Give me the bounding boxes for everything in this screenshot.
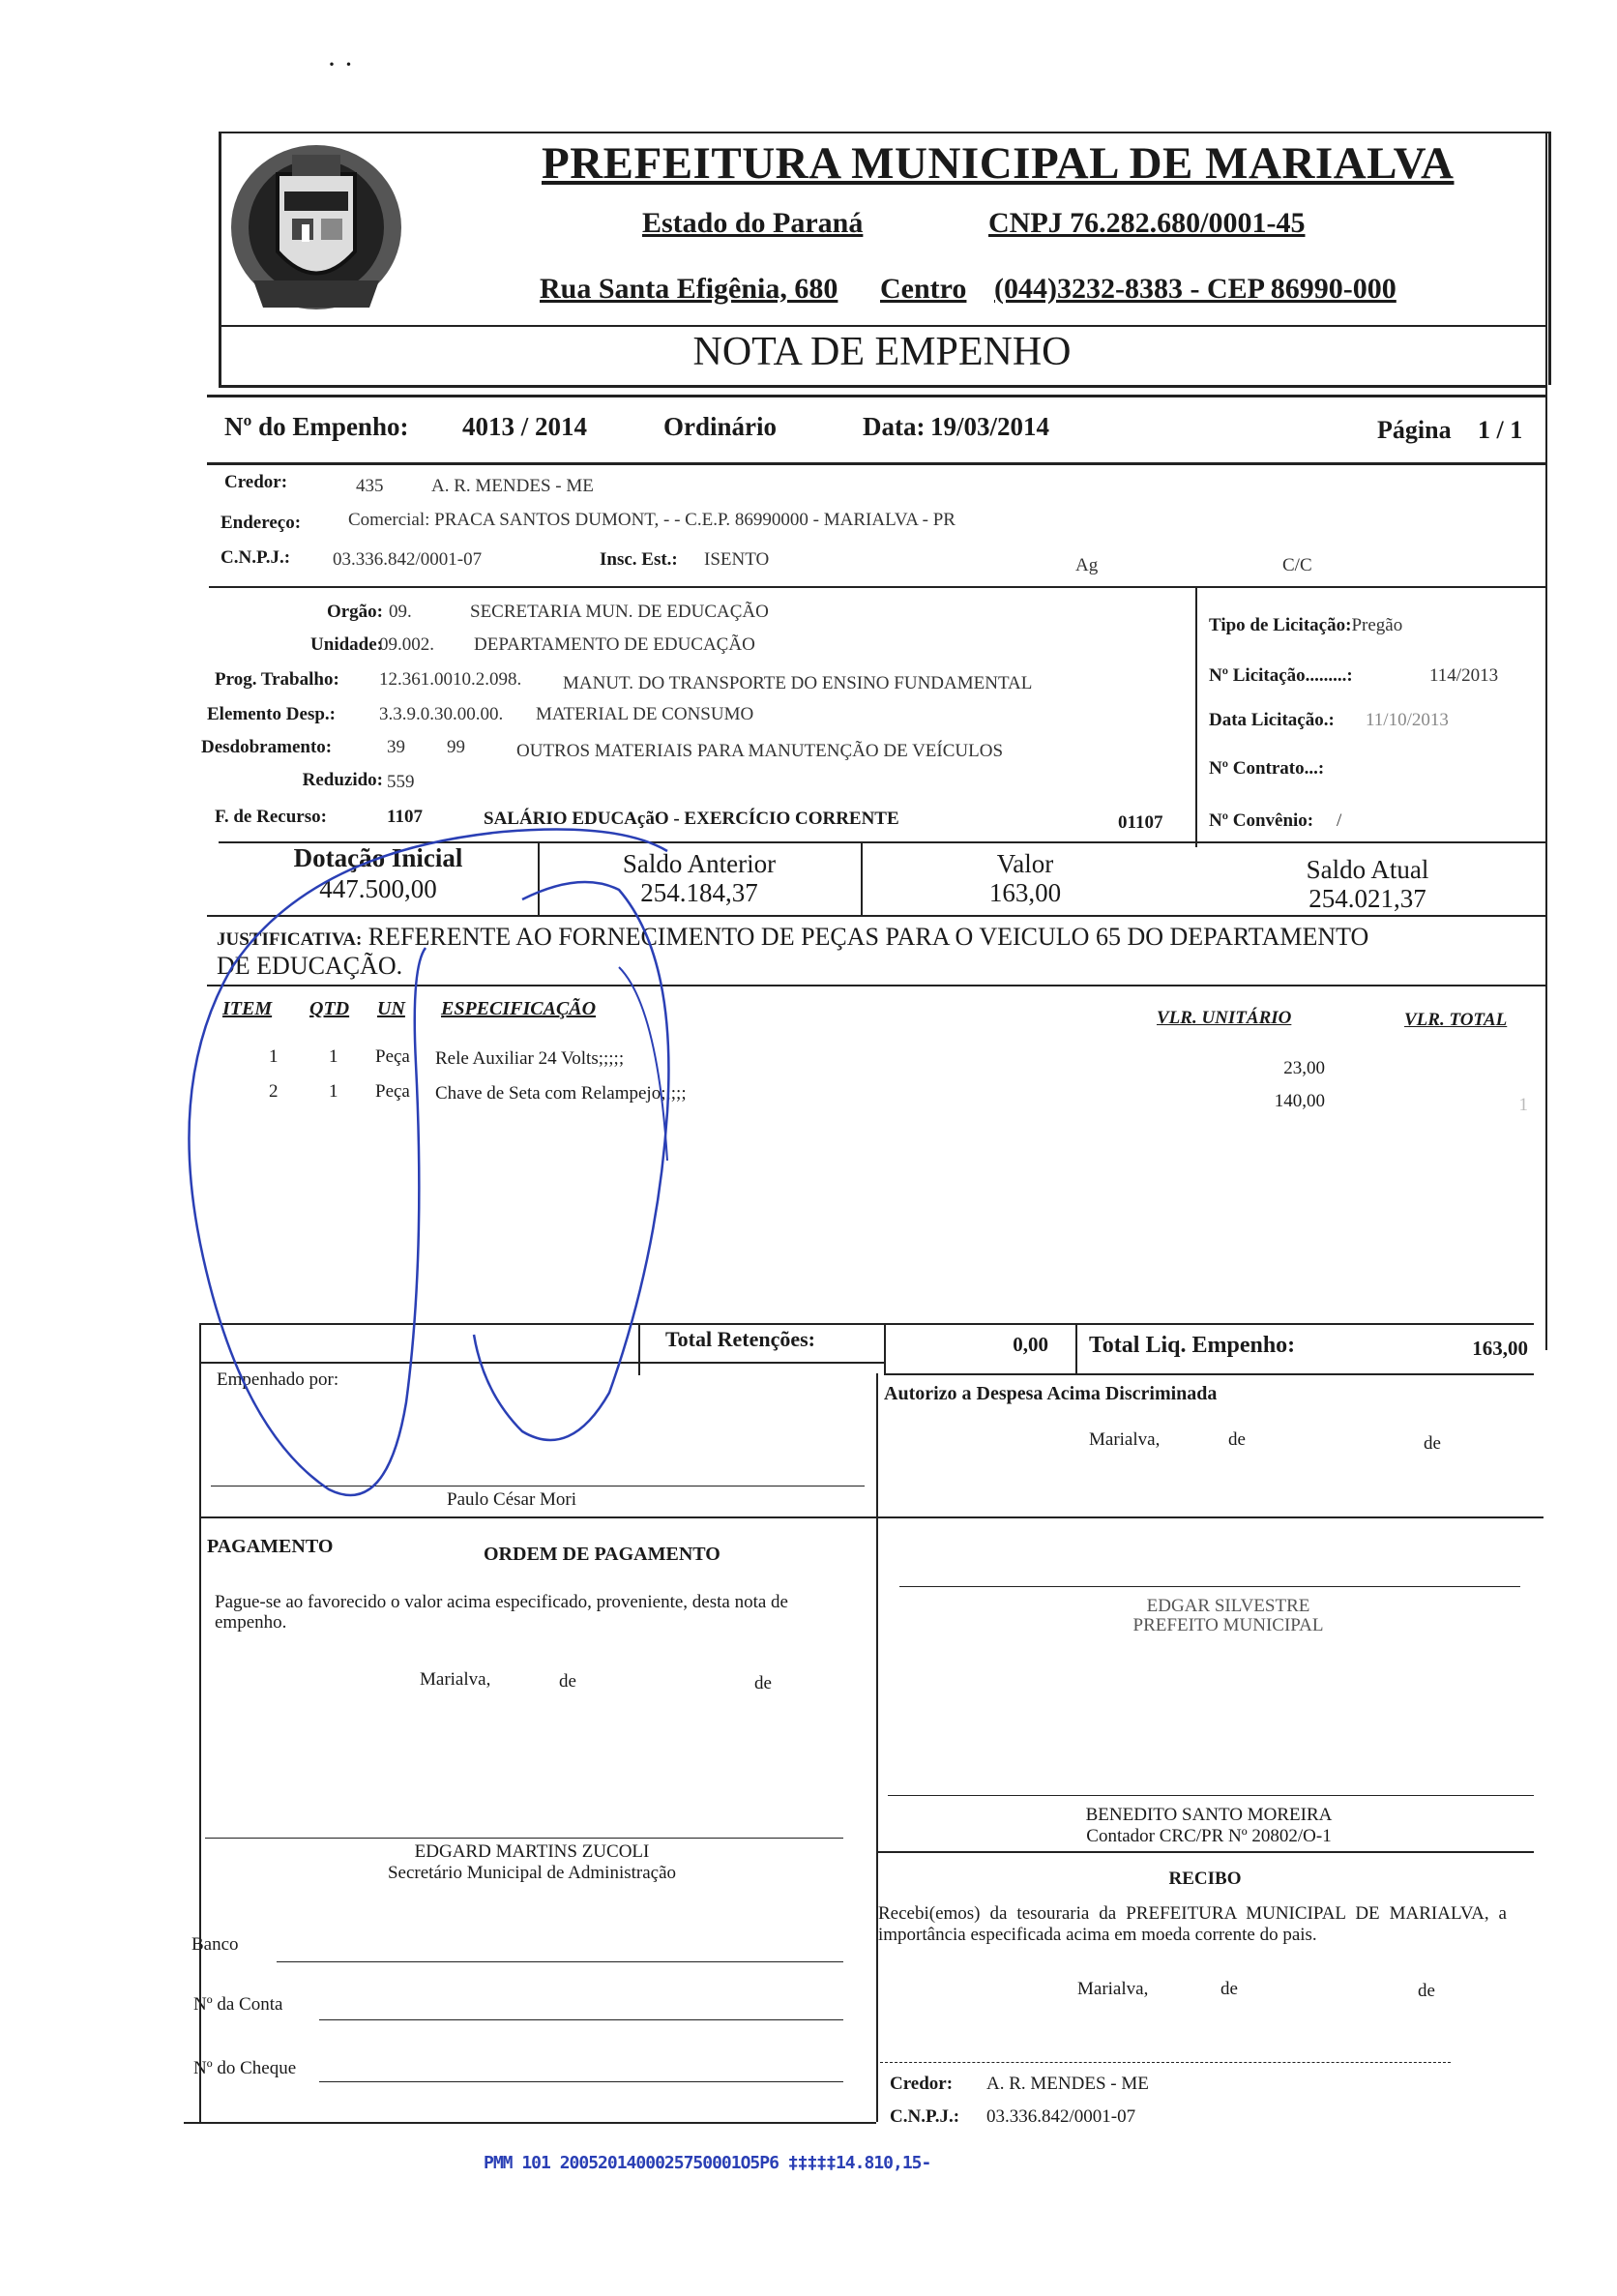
recurso-name: SALÁRIO EDUCAçãO - EXERCÍCIO CORRENTE <box>484 809 899 829</box>
bottom-credor-name: A. R. MENDES - ME <box>986 2074 1149 2094</box>
prog-label: Prog. Trabalho: <box>215 669 339 690</box>
prog-name: MANUT. DO TRANSPORTE DO ENSINO FUNDAMENTAL <box>563 673 1033 693</box>
empenho-number-label: Nº do Empenho: <box>224 412 409 441</box>
liq-value: 163,00 <box>1472 1337 1528 1360</box>
cc-label: C/C <box>1282 555 1312 575</box>
credor-address: Comercial: PRACA SANTOS DUMONT, - - C.E.P. 86990000 - MARIALVA - PR <box>348 510 956 530</box>
licitacao-number: 114/2013 <box>1429 665 1499 686</box>
orgao-name: SECRETARIA MUN. DE EDUCAÇÃO <box>470 602 769 622</box>
licitacao-type: Pregão <box>1351 615 1403 635</box>
district: Centro <box>880 273 967 305</box>
orgao-code: 09. <box>389 602 412 622</box>
orgao-label: Orgão: <box>326 602 383 622</box>
justificativa-text-1: REFERENTE AO FORNECIMENTO DE PEÇAS PARA O VEICULO 65 DO DEPARTAMENTO <box>368 923 1369 951</box>
credor-ie: ISENTO <box>704 549 770 570</box>
prog-code: 12.361.0010.2.098. <box>379 669 522 690</box>
conta-label: Nº da Conta <box>193 1994 283 2015</box>
row-1-unit: 23,00 <box>1283 1058 1325 1078</box>
recurso-ref: 01107 <box>1118 812 1163 833</box>
contador-role: Contador CRC/PR Nº 20802/O-1 <box>1086 1826 1332 1846</box>
org-name: PREFEITURA MUNICIPAL DE MARIALVA <box>542 138 1455 189</box>
justificativa-label: JUSTIFICATIVA: <box>217 929 363 950</box>
pague-de-2: de <box>754 1673 772 1693</box>
elem-code: 3.3.9.0.30.00.00. <box>379 704 504 724</box>
saldo-anterior-value: 254.184,37 <box>640 878 758 907</box>
licitacao-date-label: Data Licitação.: <box>1209 710 1335 730</box>
autorizo-de-1: de <box>1228 1429 1246 1450</box>
valor-value: 163,00 <box>988 878 1062 907</box>
saldo-atual-label: Saldo Atual <box>1306 855 1429 884</box>
autorizo-de-2: de <box>1424 1433 1441 1454</box>
contador-name: BENEDITO SANTO MOREIRA <box>1085 1805 1333 1825</box>
recibo-place: Marialva, <box>1077 1979 1149 1999</box>
autorizo-text: Autorizo a Despesa Acima Discriminada <box>884 1383 1218 1404</box>
credor-cnpj: 03.336.842/0001-07 <box>333 549 483 570</box>
phone-cep: (044)3232-8383 - CEP 86990-000 <box>994 273 1396 305</box>
row-2-spec: Chave de Seta com Relampejo;;;;; <box>435 1083 687 1104</box>
bottom-cnpj: 03.336.842/0001-07 <box>986 2106 1136 2127</box>
col-spec: ESPECIFICAÇÃO <box>441 998 597 1019</box>
empenho-number: 4013 / 2014 <box>462 412 588 441</box>
secretario-role: Secretário Municipal de Administração <box>387 1863 677 1883</box>
convenio-value: / <box>1337 810 1342 831</box>
banco-label: Banco <box>191 1934 239 1955</box>
desd-name: OUTROS MATERIAIS PARA MANUTENÇÃO DE VEÍCULOS <box>516 741 1004 761</box>
retencoes-label: Total Retenções: <box>665 1327 815 1351</box>
row-1-qtd: 1 <box>329 1046 338 1067</box>
row-1-spec: Rele Auxiliar 24 Volts;;;;; <box>435 1048 625 1069</box>
unidade-label: Unidade: <box>310 634 383 655</box>
autorizo-place: Marialva, <box>1089 1429 1161 1450</box>
col-total: VLR. TOTAL <box>1404 1010 1508 1030</box>
secretario-name: EDGARD MARTINS ZUCOLI <box>414 1841 650 1862</box>
col-item: ITEM <box>222 998 273 1019</box>
elem-label: Elemento Desp.: <box>207 704 336 724</box>
desd-b: 99 <box>447 737 465 757</box>
contrato-label: Nº Contrato...: <box>1209 758 1325 779</box>
unidade-name: DEPARTAMENTO DE EDUCAÇÃO <box>474 634 755 655</box>
saldo-atual-value: 254.021,37 <box>1308 884 1426 913</box>
empenho-date: 19/03/2014 <box>930 412 1050 441</box>
convenio-label: Nº Convênio: <box>1209 810 1314 831</box>
elem-name: MATERIAL DE CONSUMO <box>536 704 754 724</box>
row-1-un: Peça <box>375 1046 410 1067</box>
desd-label: Desdobramento: <box>201 737 333 757</box>
ie-label: Insc. Est.: <box>600 549 678 570</box>
footer-code: PMM 101 2005201400025750001O5P6 ‡‡‡‡‡14.810,15- <box>484 2153 931 2173</box>
street-address: Rua Santa Efigênia, 680 <box>540 273 838 305</box>
org-cnpj: CNPJ 76.282.680/0001-45 <box>988 207 1306 239</box>
empenho-type: Ordinário <box>663 412 778 441</box>
cnpj-label: C.N.P.J.: <box>220 547 291 568</box>
empenhado-label: Empenhado por: <box>217 1369 339 1390</box>
pague-text: Pague-se ao favorecido o valor acima especificado, proveniente, desta nota de empenho. <box>215 1592 788 1633</box>
recibo-title: RECIBO <box>1168 1869 1242 1889</box>
row-2-item: 2 <box>269 1081 279 1102</box>
ag-label: Ag <box>1075 555 1099 575</box>
pague-place: Marialva, <box>420 1669 491 1690</box>
licitacao-number-label: Nº Licitação.........: <box>1209 665 1353 686</box>
col-unit: VLR. UNITÁRIO <box>1157 1008 1292 1028</box>
recurso-label: F. de Recurso: <box>215 807 327 827</box>
row-2-total: 1 <box>1518 1095 1528 1115</box>
unidade-code: 09.002. <box>379 634 434 655</box>
liq-label: Total Liq. Empenho: <box>1089 1333 1296 1358</box>
dotacao-value: 447.500,00 <box>319 874 437 903</box>
dotacao-label: Dotação Inicial <box>293 843 463 872</box>
reduzido-label: Reduzido: <box>302 770 383 790</box>
prefeito-name: EDGAR SILVESTRE <box>1146 1596 1310 1616</box>
recibo-de-1: de <box>1220 1979 1238 1999</box>
saldo-anterior-label: Saldo Anterior <box>622 849 777 878</box>
empenhado-name: Paulo César Mori <box>447 1489 577 1510</box>
ordem-title: ORDEM DE PAGAMENTO <box>484 1544 720 1565</box>
col-qtd: QTD <box>309 998 350 1019</box>
licitacao-type-label-text: Tipo de Licitação: <box>1209 615 1352 635</box>
recibo-de-2: de <box>1418 1981 1435 2001</box>
recibo-text: Recebi(emos) da tesouraria da PREFEITURA MUNICIPAL DE MARIALVA, a importância especificada acima em moeda corrente do pais. <box>878 1903 1507 1945</box>
doc-title: NOTA DE EMPENHO <box>692 330 1072 374</box>
row-2-un: Peça <box>375 1081 410 1102</box>
stray-marks: · · <box>327 48 354 80</box>
credor-name: A. R. MENDES - ME <box>431 476 594 496</box>
retencoes-value: 0,00 <box>1013 1333 1048 1356</box>
valor-label: Valor <box>996 849 1054 878</box>
row-1-item: 1 <box>269 1046 279 1067</box>
page-number: 1 / 1 <box>1478 416 1523 444</box>
bottom-cnpj-label: C.N.P.J.: <box>890 2106 960 2127</box>
reduzido-value: 559 <box>387 772 415 792</box>
cheque-label: Nº do Cheque <box>193 2058 297 2078</box>
credor-label: Credor: <box>224 472 288 492</box>
desd-a: 39 <box>387 737 405 757</box>
col-un: UN <box>377 998 405 1019</box>
pagamento-title: PAGAMENTO <box>207 1536 334 1557</box>
row-2-unit: 140,00 <box>1274 1091 1325 1111</box>
page-label: Página <box>1377 416 1452 444</box>
recurso-code: 1107 <box>387 807 423 827</box>
row-2-qtd: 1 <box>329 1081 338 1102</box>
address-label: Endereço: <box>220 513 302 533</box>
prefeito-role: PREFEITO MUNICIPAL <box>1132 1615 1324 1635</box>
licitacao-date: 11/10/2013 <box>1366 710 1449 730</box>
date-label: Data: <box>863 412 926 441</box>
credor-code: 435 <box>356 476 384 496</box>
state-name: Estado do Paraná <box>642 207 864 239</box>
bottom-credor-label: Credor: <box>890 2074 954 2094</box>
pague-de-1: de <box>559 1671 576 1692</box>
justificativa-text-2: DE EDUCAÇÃO. <box>217 952 403 980</box>
